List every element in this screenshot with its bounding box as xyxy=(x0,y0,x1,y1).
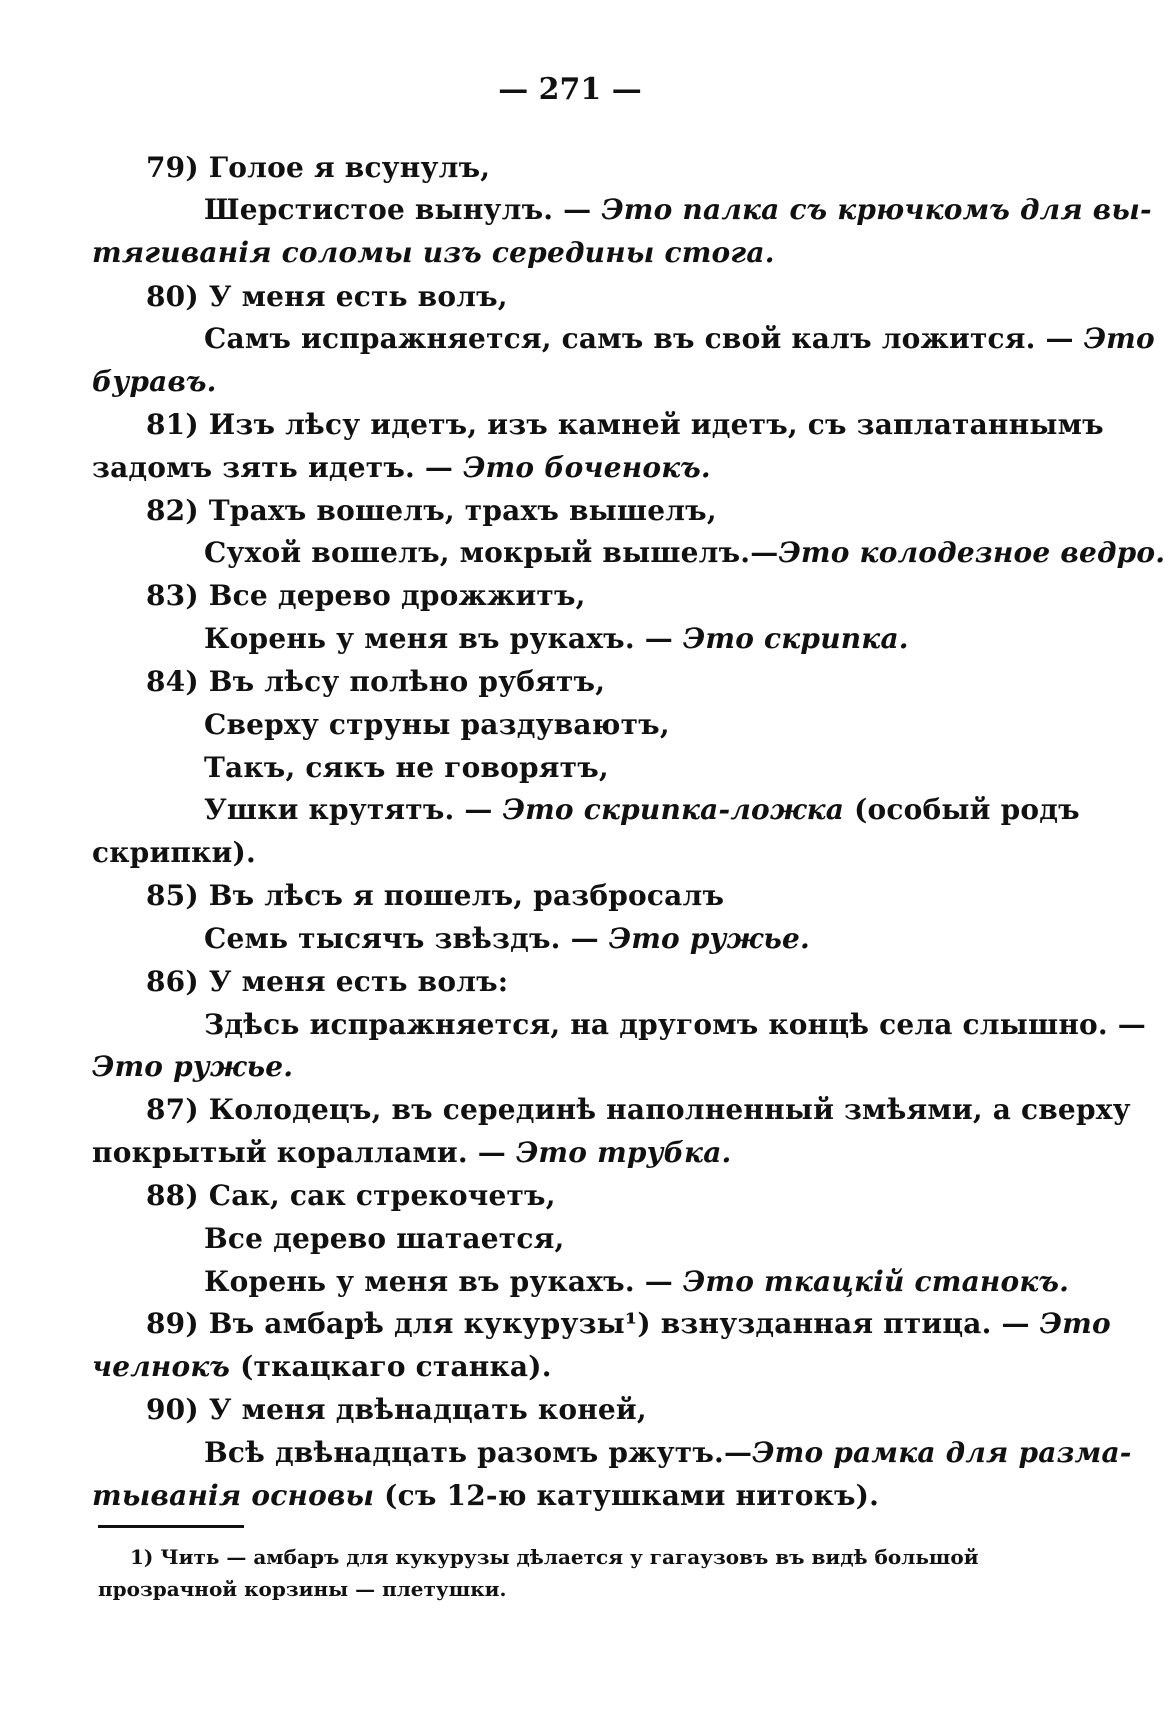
line-answer: челнокъ xyxy=(92,1350,231,1383)
text-line xyxy=(92,451,711,485)
line-text: задомъ зять идетъ. — xyxy=(92,451,464,484)
line-answer: Это ружье. xyxy=(92,1050,294,1083)
text-line xyxy=(92,1479,879,1513)
text-line xyxy=(92,1136,732,1170)
text-line xyxy=(204,322,1155,356)
text-line xyxy=(146,151,490,185)
text-line xyxy=(146,579,586,613)
line-answer: тыванія основы xyxy=(92,1479,375,1512)
line-text: Здѣсь испражняется, на другомъ концѣ села слышно. — xyxy=(204,1008,1146,1041)
text-line xyxy=(204,193,1152,227)
text-line xyxy=(92,365,217,399)
line-text: (особый родъ xyxy=(844,793,1080,826)
text-line xyxy=(146,665,605,699)
line-text: скрипки). xyxy=(92,836,256,869)
line-text: 80) У меня есть волъ, xyxy=(146,280,508,313)
line-text: 87) Колодецъ, въ серединѣ наполненный змѣями, а сверху xyxy=(146,1093,1131,1126)
line-text: Сверху струны раздуваютъ, xyxy=(204,708,670,741)
text-line xyxy=(204,922,810,956)
text-line xyxy=(146,1093,1131,1127)
text-line xyxy=(146,494,717,528)
text-line xyxy=(146,1393,647,1427)
line-text: Ушки крутятъ. — xyxy=(204,793,503,826)
text-line xyxy=(204,793,1080,827)
footnote-divider xyxy=(98,1525,244,1528)
text-line xyxy=(146,965,508,999)
line-text: (съ 12-ю катушками нитокъ). xyxy=(374,1479,880,1512)
text-line xyxy=(146,1307,1111,1341)
text-line xyxy=(92,1350,552,1384)
line-text: 90) У меня двѣнадцать коней, xyxy=(146,1393,647,1426)
line-text: 84) Въ лѣсу полѣно рубятъ, xyxy=(146,665,606,698)
line-answer: Это скрипка. xyxy=(682,622,909,655)
text-line xyxy=(146,280,508,314)
text-line xyxy=(146,879,724,913)
text-line xyxy=(146,408,1104,442)
page-number: — 271 — xyxy=(498,72,642,107)
line-answer: Это скрипка-ложка xyxy=(502,793,845,826)
line-answer: Это трубка. xyxy=(515,1136,732,1169)
line-answer: Это ткацкій станокъ. xyxy=(682,1265,1070,1298)
line-text: 79) Голое я всунулъ, xyxy=(146,151,491,184)
line-answer: Это ружье. xyxy=(608,922,810,955)
text-line xyxy=(146,1179,556,1213)
line-text: 89) Въ амбарѣ для кукурузы¹) взнузданная птица. — xyxy=(146,1307,1040,1340)
line-text: Шерстистое вынулъ. — xyxy=(204,193,602,226)
text-line xyxy=(204,751,609,785)
text-line xyxy=(204,1222,564,1256)
text-line xyxy=(92,836,256,870)
line-text: покрытый кораллами. — xyxy=(92,1136,516,1169)
line-text: Семь тысячъ звѣздъ. — xyxy=(204,922,609,955)
line-text: Такъ, сякъ не говорятъ, xyxy=(204,751,609,784)
text-line xyxy=(204,622,909,656)
line-text: 82) Трахъ вошелъ, трахъ вышелъ, xyxy=(146,494,717,527)
text-line xyxy=(204,708,670,742)
text-line xyxy=(92,236,775,270)
line-text: Все дерево шатается, xyxy=(204,1222,565,1255)
line-text: 88) Сак, сак стрекочетъ, xyxy=(146,1179,556,1212)
line-text: Самъ испражняется, самъ въ свой калъ ложится. — xyxy=(204,322,1084,355)
line-answer: Это xyxy=(1083,322,1155,355)
text-line xyxy=(92,1050,293,1084)
line-text: 83) Все дерево дрожжитъ, xyxy=(146,579,586,612)
line-text: Корень у меня въ рукахъ. — xyxy=(204,1265,683,1298)
text-line xyxy=(204,1436,1132,1470)
line-text: 81) Изъ лѣсу идетъ, изъ камней идетъ, съ заплатаннымъ xyxy=(146,408,1104,441)
line-text: Всѣ двѣнадцать разомъ ржутъ.— xyxy=(204,1436,753,1469)
text-line xyxy=(204,536,1165,570)
line-answer: Это колодезное ведро. xyxy=(778,536,1165,569)
line-text: (ткацкаго станка). xyxy=(230,1350,552,1383)
line-answer: тягиванія соломы изъ середины стога. xyxy=(92,236,775,269)
line-answer: буравъ. xyxy=(92,365,217,398)
text-line xyxy=(204,1265,1069,1299)
footnote-line: прозрачной корзины — плетушки. xyxy=(98,1577,507,1601)
line-text: 86) У меня есть волъ: xyxy=(146,965,509,998)
line-answer: Это палка съ крючкомъ для вы- xyxy=(601,193,1152,226)
line-answer: Это xyxy=(1039,1307,1111,1340)
text-line xyxy=(204,1008,1146,1042)
line-text: Корень у меня въ рукахъ. — xyxy=(204,622,683,655)
line-text: Сухой вошелъ, мокрый вышелъ.— xyxy=(204,536,779,569)
line-text: 85) Въ лѣсъ я пошелъ, разбросалъ xyxy=(146,879,725,912)
line-answer: Это рамка для разма- xyxy=(752,1436,1132,1469)
line-answer: Это боченокъ. xyxy=(463,451,711,484)
footnote-line: 1) Чить — амбаръ для кукурузы дѣлается у гагаузовъ въ видѣ большой xyxy=(130,1545,979,1569)
